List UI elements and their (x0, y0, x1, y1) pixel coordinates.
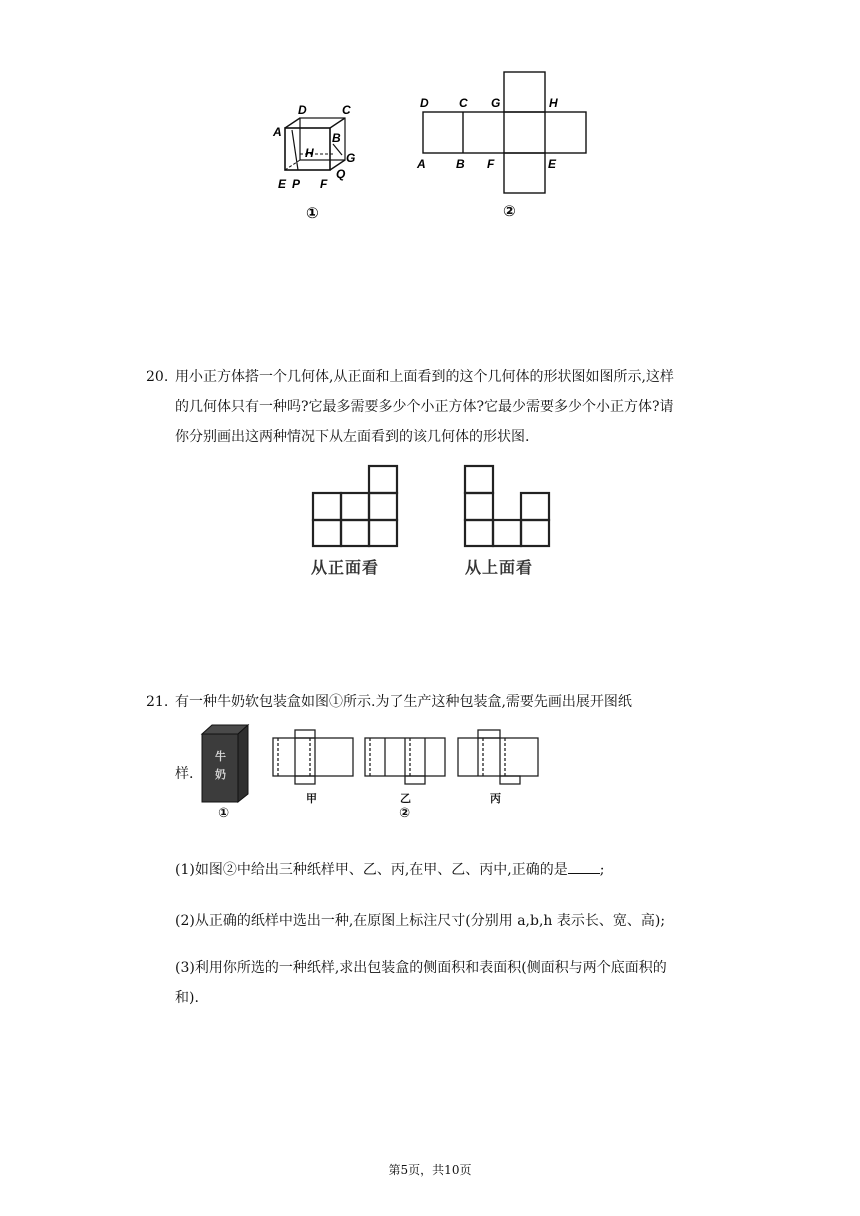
net-caption: ② (503, 202, 516, 220)
net-label-A: A (417, 157, 426, 171)
cube-caption: ① (306, 204, 319, 222)
milk-box-figure (198, 722, 258, 812)
top-view-caption: 从上面看 (465, 558, 534, 577)
q21-sub1 (175, 859, 735, 879)
net-label-F: F (487, 157, 495, 171)
net-yi-figure (362, 728, 452, 788)
net-label-C: C (459, 96, 468, 110)
cube-net-diagram (415, 70, 615, 195)
q21-number: 21. (146, 694, 169, 710)
q21-sub3-line1: (3)利用你所选的一种纸样,求出包装盒的侧面积和表面积(侧面积与两个底面积的 (175, 960, 667, 976)
answer-blank[interactable] (568, 859, 600, 874)
cube-label-B: B (332, 131, 341, 145)
q20-line3: 你分别画出这两种情况下从左面看到的该几何体的形状图. (175, 429, 530, 445)
cube-label-G: G (346, 151, 356, 165)
q21-sub1-text: (1)如图②中给出三种纸样甲、乙、丙,在甲、乙、丙中,正确的是 (175, 862, 568, 878)
milk-box-text-1: 牛 (215, 750, 226, 763)
q20-number: 20. (146, 369, 169, 385)
milk-box-caption: ① (218, 806, 230, 821)
q21-sub3-line2: 和). (175, 990, 199, 1006)
label-jia: 甲 (306, 792, 317, 805)
net-label-H: H (549, 96, 558, 110)
cube-label-Q: Q (336, 167, 346, 181)
page-footer: 第5页，共10页 (388, 1163, 472, 1177)
label-bing: 丙 (490, 792, 501, 805)
net-label-G: G (491, 96, 501, 110)
top-view-figure (462, 463, 562, 548)
q21-sub3 (175, 953, 755, 1013)
q21-sub2: (2)从正确的纸样中选出一种,在原图上标注尺寸(分别用 a,b,h 表示长、宽、高); (175, 913, 666, 929)
cube-label-H: H (305, 146, 314, 160)
figure-19 (270, 96, 600, 225)
milk-box-text-2: 奶 (215, 768, 226, 781)
cube-label-F: F (320, 177, 328, 191)
nets-caption: ② (399, 806, 411, 821)
front-view-figure (310, 463, 420, 548)
cube-label-C: C (342, 103, 351, 117)
q20-text (175, 362, 735, 452)
net-jia-figure (270, 728, 360, 788)
front-view-caption: 从正面看 (311, 558, 380, 577)
cube-label-D: D (298, 103, 307, 117)
q20-line2: 的几何体只有一种吗?它最多需要多少个小正方体?它最少需要多少个小正方体?请 (175, 399, 674, 415)
q20-line1: 用小正方体搭一个几何体,从正面和上面看到的这个几何体的形状图如图所示,这样 (175, 369, 674, 385)
q21-line1: 有一种牛奶软包装盒如图①所示.为了生产这种包装盒,需要先画出展开图纸 (175, 694, 632, 710)
cube-diagram (270, 100, 380, 225)
net-label-B: B (456, 157, 465, 171)
net-label-D: D (420, 96, 429, 110)
q21-line1-tail: 样. (175, 766, 194, 782)
net-bing-figure (455, 728, 545, 788)
cube-label-A: A (273, 125, 282, 139)
label-yi: 乙 (400, 792, 411, 805)
cube-label-E: E (278, 177, 287, 191)
net-label-E: E (548, 157, 557, 171)
q21-sub1-end: ; (599, 862, 605, 878)
cube-label-P: P (292, 177, 301, 191)
